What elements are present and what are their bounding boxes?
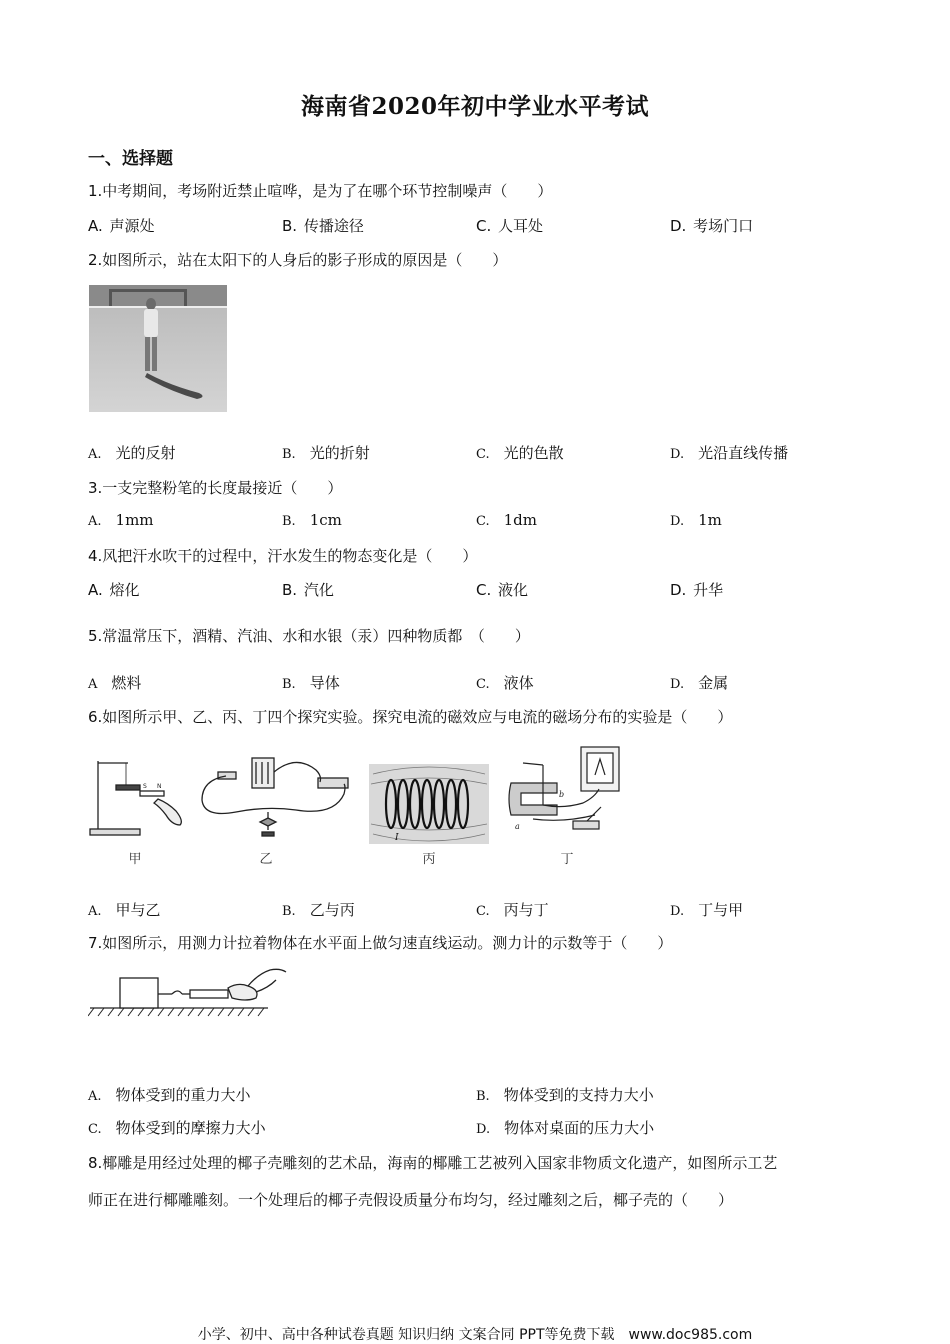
q7-option-d [476,1117,654,1138]
option-letter: D. [670,677,685,692]
wire-b-label: b [559,790,565,799]
option-letter: D. [670,904,685,919]
option-letter: C. [88,1122,102,1137]
q4-option-b [282,579,334,600]
q5-option-d [670,672,728,693]
option-letter: C. [476,904,490,919]
q4-option-a [88,579,140,600]
option-text: 物体对桌面的压力大小 [504,1119,655,1137]
spring-scale-figure [88,962,288,1022]
option-letter: D. [670,447,685,462]
q1-option-c [476,215,543,236]
q7-option-b [476,1084,654,1105]
q2-option-a [88,442,176,463]
option-letter: C. [476,581,492,599]
q7-option-c [88,1117,266,1138]
option-letter: B. [282,514,296,529]
option-letter: A. [88,581,103,599]
q1-option-d [670,215,753,236]
option-text: 金属 [698,674,729,692]
option-text: 液化 [498,581,529,599]
option-letter: B. [282,904,296,919]
option-text: 物体受到的重力大小 [115,1086,251,1104]
option-text: 光的色散 [503,444,564,462]
option-letter: D. [670,581,687,599]
question-4-stem: 4.风把汗水吹干的过程中，汗水发生的物态变化是（ ） [88,547,478,565]
option-letter: A. [88,904,102,919]
option-letter: B. [282,677,296,692]
figure-label-jia: 甲 [128,852,142,867]
option-text: 甲与乙 [115,901,161,919]
q5-option-c [476,672,534,693]
experiment-jia-figure [88,755,188,840]
option-letter: D. [476,1122,491,1137]
q1-option-a [88,215,155,236]
option-text: 考场门口 [693,217,754,235]
q5-option-b [282,672,340,693]
option-letter: C. [476,677,490,692]
option-letter: A. [88,514,102,529]
figure-label-ding: 丁 [560,852,574,867]
q6-option-b [282,899,355,920]
option-letter: B. [282,447,296,462]
option-letter: A. [88,1089,102,1104]
option-text: 物体受到的支持力大小 [503,1086,654,1104]
option-letter: A. [88,217,103,235]
option-text: 燃料 [111,674,142,692]
q6-option-c [476,899,549,920]
option-text: 液体 [503,674,534,692]
option-text: 光的折射 [309,444,370,462]
question-5-stem: 5.常温常压下，酒精、汽油、水和水银（汞）四种物质都 （ ） [88,627,530,645]
experiment-ding-figure [503,745,623,841]
option-text: 熔化 [109,581,140,599]
option-letter: C. [476,447,490,462]
q2-option-c [476,442,564,463]
option-text: 导体 [309,674,340,692]
option-text: 声源处 [109,217,155,235]
wire-a-label: a [515,822,520,831]
q2-option-b [282,442,370,463]
option-letter: A [88,677,98,692]
q6-option-a [88,899,161,920]
experiment-yi-figure [196,750,356,842]
option-text: 光沿直线传播 [698,444,789,462]
option-letter: B. [476,1089,490,1104]
shadow-photo [89,285,227,412]
q4-option-d [670,579,723,600]
figure-label-yi: 乙 [259,852,273,867]
question-7-stem: 7.如图所示，用测力计拉着物体在水平面上做匀速直线运动。测力计的示数等于（ ） [88,934,673,952]
question-6-stem: 6.如图所示甲、乙、丙、丁四个探究实验。探究电流的磁效应与电流的磁场分布的实验是（ ） [88,708,733,726]
q3-option-d [670,511,722,529]
q6-option-d [670,899,743,920]
figure-label-bing: 丙 [422,852,436,867]
option-text: 1dm [503,511,537,529]
current-label: I [395,833,399,843]
q3-option-b [282,511,342,529]
option-text: 传播途径 [303,217,364,235]
option-text: 升华 [693,581,724,599]
q1-option-b [282,215,364,236]
question-2-stem: 2.如图所示，站在太阳下的人身后的影子形成的原因是（ ） [88,251,508,269]
magnet-s-label: S [143,783,147,790]
option-text: 汽化 [303,581,334,599]
question-3-stem: 3.一支完整粉笔的长度最接近（ ） [88,479,343,497]
experiment-bing-figure [369,764,489,844]
section-heading: 一、选择题 [88,149,173,169]
q5-option-a [88,672,141,693]
option-text: 光的反射 [115,444,176,462]
option-text: 1m [698,511,722,529]
option-text: 物体受到的摩擦力大小 [115,1119,266,1137]
magnet-n-label: N [157,783,162,790]
question-1-stem: 1.中考期间，考场附近禁止喧哗，是为了在哪个环节控制噪声（ ） [88,182,553,200]
q3-option-a [88,511,154,529]
option-text: 1mm [115,511,154,529]
option-text: 丙与丁 [503,901,549,919]
option-text: 丁与甲 [698,901,744,919]
option-letter: A. [88,447,102,462]
q4-option-c [476,579,528,600]
option-text: 人耳处 [498,217,544,235]
option-letter: C. [476,217,492,235]
question-8-stem-line2: 师正在进行椰雕雕刻。一个处理后的椰子壳假设质量分布均匀，经过雕刻之后，椰子壳的（ ） [88,1191,734,1209]
q2-option-d [670,442,788,463]
question-8-stem-line1: 8.椰雕是用经过处理的椰子壳雕刻的艺术品，海南的椰雕工艺被列入国家非物质文化遗产，如图所示工艺 [88,1154,778,1172]
option-text: 1cm [309,511,342,529]
q3-option-c [476,511,537,529]
option-letter: B. [282,581,298,599]
option-text: 乙与丙 [309,901,355,919]
option-letter: B. [282,217,298,235]
option-letter: D. [670,514,685,529]
option-letter: C. [476,514,490,529]
footer-banner: 小学、初中、高中各种试卷真题 知识归纳 文案合同 PPT等免费下载 www.doc985.com [197,1327,753,1343]
option-letter: D. [670,217,687,235]
q7-option-a [88,1084,251,1105]
page-title: 海南省2020年初中学业水平考试 [300,93,649,120]
